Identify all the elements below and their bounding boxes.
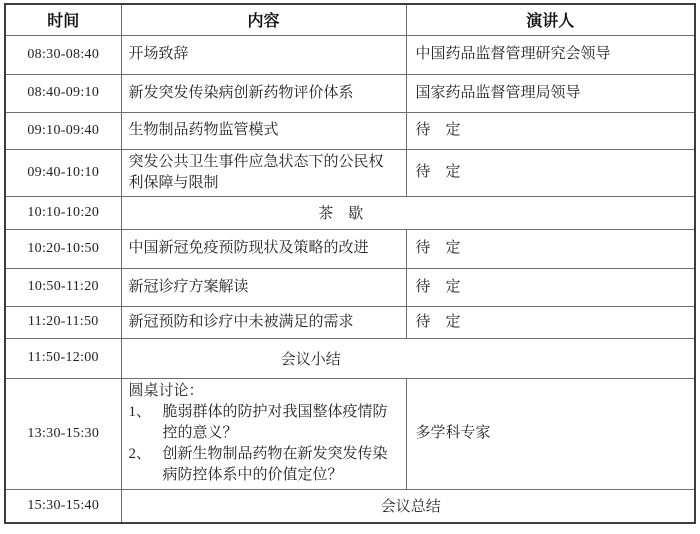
content-line: 突发公共卫生事件应急状态下的公民权 [128, 153, 384, 170]
time-cell: 08:30-08:40 [5, 35, 121, 74]
item-number: 1、 [128, 404, 152, 420]
time-cell: 11:50-12:00 [5, 338, 121, 378]
content-cell [121, 149, 406, 196]
content-cell: 生物制品药物监管模式 [121, 112, 406, 149]
roundtable-item [129, 402, 398, 444]
item-number: 2、 [128, 446, 152, 462]
item-text: 创新生物制品药物在新发突发传染 [162, 446, 388, 462]
merged-cell-meeting-summary: 会议小结 [121, 338, 695, 378]
speaker-cell: 中国药品监督管理研究会领导 [406, 35, 695, 74]
content-cell: 新发突发传染病创新药物评价体系 [121, 74, 406, 112]
agenda-table [4, 3, 696, 524]
roundtable-item [129, 444, 398, 486]
time-cell: 10:20-10:50 [5, 229, 121, 268]
speaker-cell: 国家药品监督管理局领导 [406, 74, 695, 112]
time-cell: 09:10-09:40 [5, 112, 121, 149]
table-row [5, 268, 695, 306]
roundtable-title: 圆桌讨论： [128, 383, 204, 399]
content-cell-roundtable [121, 378, 406, 489]
header-cell-speaker: 演讲人 [406, 4, 695, 35]
speaker-cell: 待 定 [406, 229, 695, 268]
table-row [5, 35, 695, 74]
time-cell: 13:30-15:30 [5, 378, 121, 489]
speaker-cell: 待 定 [406, 149, 695, 196]
merged-cell-meeting-closing: 会议总结 [121, 489, 695, 523]
time-cell: 15:30-15:40 [5, 489, 121, 523]
merged-cell-tea-break: 茶 歇 [121, 196, 695, 229]
content-cell: 中国新冠免疫预防现状及策略的改进 [121, 229, 406, 268]
time-cell: 11:20-11:50 [5, 306, 121, 338]
item-text-continued: 控的意义？ [162, 425, 238, 441]
time-cell: 08:40-09:10 [5, 74, 121, 112]
time-cell: 10:10-10:20 [5, 196, 121, 229]
content-cell: 开场致辞 [121, 35, 406, 74]
table-row [5, 338, 695, 378]
speaker-cell: 多学科专家 [406, 378, 695, 489]
table-row [5, 74, 695, 112]
speaker-cell: 待 定 [406, 306, 695, 338]
table-row [5, 196, 695, 229]
table-row [5, 229, 695, 268]
header-cell-content: 内容 [121, 4, 406, 35]
item-text-continued: 病防控体系中的价值定位？ [162, 467, 343, 483]
item-text: 脆弱群体的防护对我国整体疫情防 [162, 404, 388, 420]
content-cell: 新冠预防和诊疗中未被满足的需求 [121, 306, 406, 338]
speaker-cell: 待 定 [406, 268, 695, 306]
header-row [5, 4, 695, 35]
time-cell: 10:50-11:20 [5, 268, 121, 306]
table-row [5, 149, 695, 196]
content-cell: 新冠诊疗方案解读 [121, 268, 406, 306]
table-row [5, 306, 695, 338]
table-row [5, 489, 695, 523]
time-cell: 09:40-10:10 [5, 149, 121, 196]
table-row [5, 112, 695, 149]
table-row [5, 378, 695, 489]
content-line: 利保障与限制 [128, 174, 219, 191]
speaker-cell: 待 定 [406, 112, 695, 149]
header-cell-time: 时间 [5, 4, 121, 35]
